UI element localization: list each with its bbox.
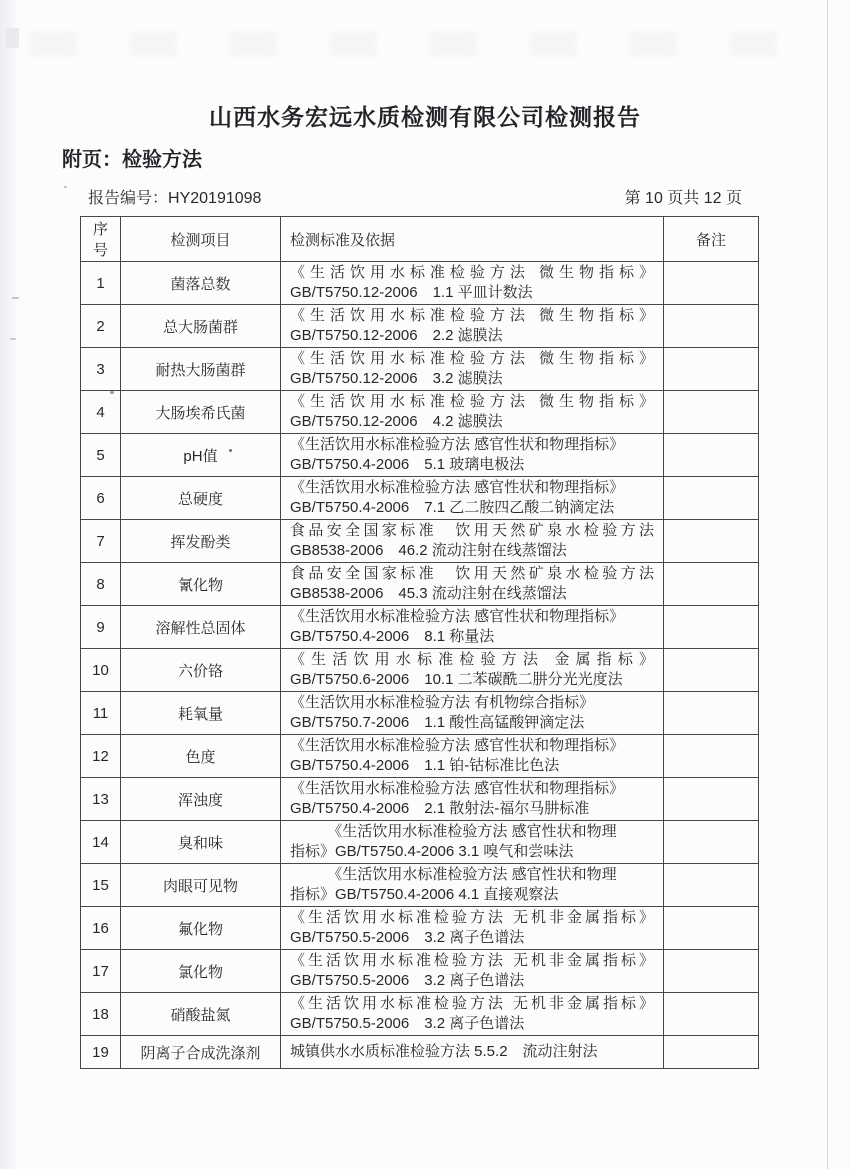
cell-serial-number: 9 <box>81 606 121 649</box>
standard-line-1: 《生活饮用水标准检验方法 微生物指标》 <box>290 264 654 281</box>
meta-row <box>80 185 758 208</box>
cell-serial-number: 16 <box>81 907 121 950</box>
cell-serial-number: 2 <box>81 305 121 348</box>
cell-test-item: 氯化物 <box>121 950 281 993</box>
table-row <box>81 391 759 434</box>
cell-serial-number: 13 <box>81 778 121 821</box>
standard-line-1: 《生活饮用水标准检验方法 金属指标》 <box>290 651 654 668</box>
cell-remark <box>664 649 759 692</box>
cell-test-standard <box>281 305 664 348</box>
cell-test-standard <box>281 563 664 606</box>
standard-line-1: 《生活饮用水标准检验方法 微生物指标》 <box>290 350 654 367</box>
cell-remark <box>664 563 759 606</box>
header-serial-number: 序号 <box>81 217 121 262</box>
cell-test-item: 浑浊度 <box>121 778 281 821</box>
cell-serial-number: 19 <box>81 1036 121 1069</box>
standard-line-2: GB/T5750.12-2006 2.2 滤膜法 <box>290 327 503 344</box>
cell-serial-number: 8 <box>81 563 121 606</box>
cell-serial-number: 14 <box>81 821 121 864</box>
cell-test-standard <box>281 348 664 391</box>
cell-remark <box>664 520 759 563</box>
cell-test-standard <box>281 262 664 305</box>
standard-line-2: GB8538-2006 45.3 流动注射在线蒸馏法 <box>290 585 567 602</box>
cell-remark <box>664 1036 759 1069</box>
cell-remark <box>664 262 759 305</box>
cell-test-standard <box>281 1036 664 1069</box>
standard-line-2: 指标》GB/T5750.4-2006 3.1 嗅气和尝味法 <box>290 843 574 860</box>
cell-remark <box>664 907 759 950</box>
cell-test-standard <box>281 778 664 821</box>
standard-line-1: 《生活饮用水标准检验方法 微生物指标》 <box>290 307 654 324</box>
table-row <box>81 434 759 477</box>
cell-test-item: 大肠埃希氏菌 <box>121 391 281 434</box>
cell-serial-number: 5 <box>81 434 121 477</box>
cell-test-standard <box>281 864 664 907</box>
header-test-item: 检测项目 <box>121 217 281 262</box>
cell-test-item: 耗氧量 <box>121 692 281 735</box>
cell-serial-number: 7 <box>81 520 121 563</box>
cell-remark <box>664 305 759 348</box>
table-row <box>81 606 759 649</box>
scan-speck <box>12 297 19 299</box>
cell-remark <box>664 477 759 520</box>
cell-test-item: 氰化物 <box>121 563 281 606</box>
cell-test-standard <box>281 434 664 477</box>
table-row <box>81 305 759 348</box>
cell-test-standard <box>281 993 664 1036</box>
cell-serial-number: 12 <box>81 735 121 778</box>
standard-line-2: GB/T5750.12-2006 1.1 平皿计数法 <box>290 284 533 301</box>
cell-test-item: 氟化物 <box>121 907 281 950</box>
cell-test-item: 硝酸盐氮 <box>121 993 281 1036</box>
cell-test-item: 耐热大肠菌群 <box>121 348 281 391</box>
cell-serial-number: 15 <box>81 864 121 907</box>
standard-line-2: GB/T5750.4-2006 1.1 铂-钴标准比色法 <box>290 757 560 774</box>
table-row <box>81 348 759 391</box>
table-row <box>81 520 759 563</box>
table-row <box>81 993 759 1036</box>
table-row <box>81 649 759 692</box>
table-header <box>81 217 759 262</box>
report-number-value: HY20191098 <box>168 190 262 207</box>
cell-test-item: 阴离子合成洗涤剂 <box>121 1036 281 1069</box>
cell-serial-number: 17 <box>81 950 121 993</box>
cell-remark <box>664 692 759 735</box>
cell-remark <box>664 735 759 778</box>
cell-remark <box>664 778 759 821</box>
standard-line-1: 《生活饮用水标准检验方法 无机非金属指标》 <box>290 952 654 969</box>
cell-serial-number: 18 <box>81 993 121 1036</box>
page-title: 山西水务宏远水质检测有限公司检测报告 <box>209 104 641 130</box>
standard-line-1: 《生活饮用水标准检验方法 感官性状和物理 <box>327 823 617 840</box>
table-body <box>81 262 759 1069</box>
standard-line-2: GB/T5750.7-2006 1.1 酸性高锰酸钾滴定法 <box>290 714 585 731</box>
cell-serial-number: 3 <box>81 348 121 391</box>
standard-line-2: GB/T5750.5-2006 3.2 离子色谱法 <box>290 1015 525 1032</box>
standard-line-1: 《生活饮用水标准检验方法 微生物指标》 <box>290 393 654 410</box>
header-test-standard: 检测标准及依据 <box>281 217 664 262</box>
cell-remark <box>664 434 759 477</box>
table-row <box>81 821 759 864</box>
cell-serial-number: 4 <box>81 391 121 434</box>
cell-test-standard <box>281 391 664 434</box>
standard-line-2: GB8538-2006 46.2 流动注射在线蒸馏法 <box>290 542 567 559</box>
cell-test-item: 挥发酚类 <box>121 520 281 563</box>
cell-test-item: pH值 <box>121 434 281 477</box>
cell-test-item: 总大肠菌群 <box>121 305 281 348</box>
cell-serial-number: 1 <box>81 262 121 305</box>
scan-smudge-band <box>30 32 800 56</box>
cell-test-item: 溶解性总固体 <box>121 606 281 649</box>
standard-line-2: GB/T5750.4-2006 5.1 玻璃电极法 <box>290 456 525 473</box>
standard-line-1: 《生活饮用水标准检验方法 感官性状和物理指标》 <box>290 737 625 754</box>
cell-remark <box>664 391 759 434</box>
header-row <box>81 217 759 262</box>
cell-serial-number: 10 <box>81 649 121 692</box>
cell-remark <box>664 821 759 864</box>
standard-line-2: GB/T5750.4-2006 2.1 散射法-福尔马肼标准 <box>290 800 590 817</box>
report-number <box>80 185 261 208</box>
cell-test-item: 肉眼可见物 <box>121 864 281 907</box>
scan-edge-shadow <box>0 0 18 1169</box>
cell-test-standard <box>281 477 664 520</box>
standard-line-1: 《生活饮用水标准检验方法 有机物综合指标》 <box>290 694 595 711</box>
standard-line-1: 《生活饮用水标准检验方法 感官性状和物理 <box>327 866 617 883</box>
scan-speck <box>10 338 16 340</box>
standard-line-1: 《生活饮用水标准检验方法 感官性状和物理指标》 <box>290 608 625 625</box>
table-row <box>81 692 759 735</box>
standard-line-1: 《生活饮用水标准检验方法 感官性状和物理指标》 <box>290 780 625 797</box>
appendix-heading: 附页：检验方法 <box>62 149 202 171</box>
cell-test-standard <box>281 649 664 692</box>
table-row <box>81 477 759 520</box>
report-number-label: 报告编号： <box>88 190 169 207</box>
standard-line-1: 《生活饮用水标准检验方法 感官性状和物理指标》 <box>290 436 625 453</box>
cell-remark <box>664 950 759 993</box>
standard-line-2: GB/T5750.4-2006 7.1 乙二胺四乙酸二钠滴定法 <box>290 499 615 516</box>
cell-remark <box>664 864 759 907</box>
cell-test-standard <box>281 520 664 563</box>
cell-test-standard <box>281 821 664 864</box>
scan-speck <box>64 186 67 188</box>
cell-remark <box>664 993 759 1036</box>
standard-line-2: GB/T5750.5-2006 3.2 离子色谱法 <box>290 972 525 989</box>
cell-test-item: 臭和味 <box>121 821 281 864</box>
cell-test-item: 六价铬 <box>121 649 281 692</box>
cell-test-standard <box>281 907 664 950</box>
table-row <box>81 778 759 821</box>
cell-test-item: 总硬度 <box>121 477 281 520</box>
scan-smudge <box>6 28 19 48</box>
standard-line-1: 《生活饮用水标准检验方法 无机非金属指标》 <box>290 909 654 926</box>
page-indicator: 第 10 页共 12 页 <box>624 190 742 207</box>
cell-test-standard <box>281 692 664 735</box>
standard-line-2: 指标》GB/T5750.4-2006 4.1 直接观察法 <box>290 886 559 903</box>
standard-line-2: GB/T5750.6-2006 10.1 二苯碳酰二肼分光光度法 <box>290 671 623 688</box>
header-remark: 备注 <box>664 217 759 262</box>
cell-test-standard <box>281 606 664 649</box>
cell-remark <box>664 606 759 649</box>
standard-line-1: 《生活饮用水标准检验方法 无机非金属指标》 <box>290 995 654 1012</box>
table-row <box>81 563 759 606</box>
cell-serial-number: 11 <box>81 692 121 735</box>
cell-serial-number: 6 <box>81 477 121 520</box>
standard-line-1: 食品安全国家标准 饮用天然矿泉水检验方法 <box>290 522 654 539</box>
standard-line-1: 《生活饮用水标准检验方法 感官性状和物理指标》 <box>290 479 625 496</box>
table-row <box>81 1036 759 1069</box>
table-row <box>81 735 759 778</box>
test-methods-table <box>80 216 759 1069</box>
table-row <box>81 262 759 305</box>
table-row <box>81 950 759 993</box>
scan-edge-line <box>827 0 828 1169</box>
standard-line-2: GB/T5750.12-2006 3.2 滤膜法 <box>290 370 503 387</box>
standard-line-1: 城镇供水水质标准检验方法 5.5.2 流动注射法 <box>290 1043 598 1060</box>
cell-test-standard <box>281 950 664 993</box>
table-row <box>81 864 759 907</box>
cell-test-standard <box>281 735 664 778</box>
standard-line-1: 食品安全国家标准 饮用天然矿泉水检验方法 <box>290 565 654 582</box>
cell-test-item: 菌落总数 <box>121 262 281 305</box>
standard-line-2: GB/T5750.4-2006 8.1 称量法 <box>290 628 495 645</box>
standard-line-2: GB/T5750.12-2006 4.2 滤膜法 <box>290 413 503 430</box>
cell-remark <box>664 348 759 391</box>
cell-test-item: 色度 <box>121 735 281 778</box>
table-row <box>81 907 759 950</box>
standard-line-2: GB/T5750.5-2006 3.2 离子色谱法 <box>290 929 525 946</box>
